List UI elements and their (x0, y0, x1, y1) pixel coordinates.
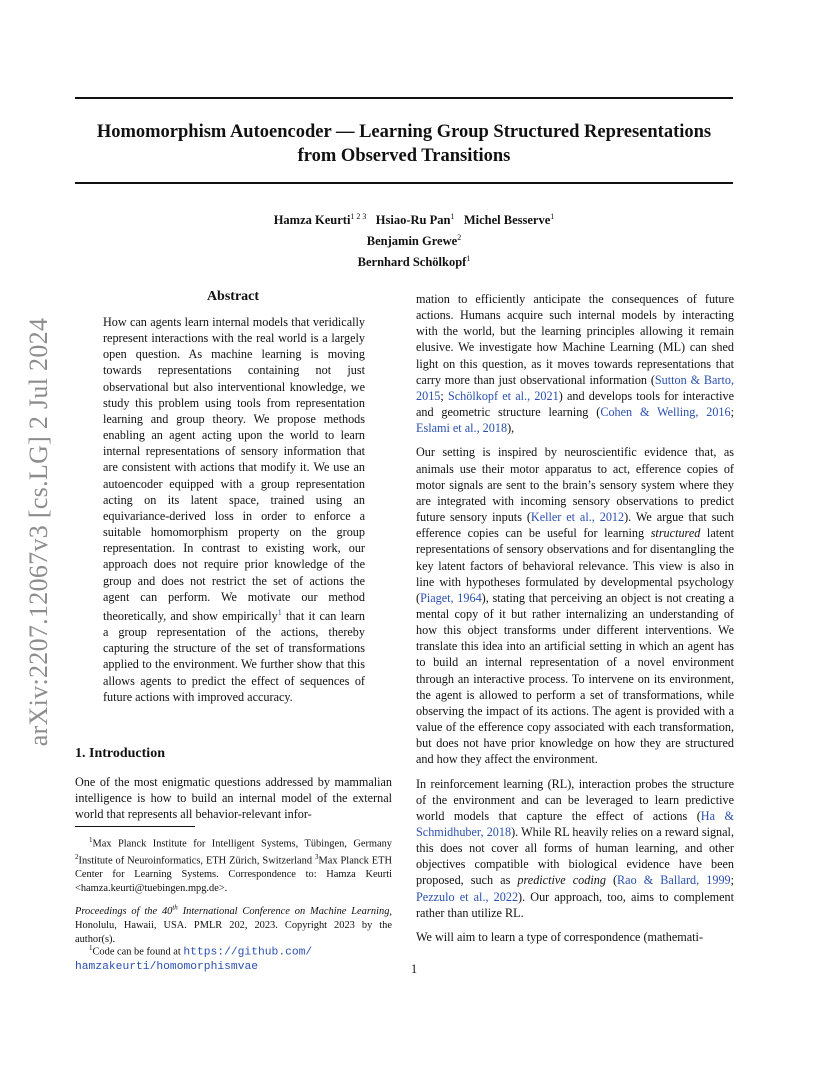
citation-link[interactable]: Sutton & Barto, 2015 (416, 372, 735, 403)
text: ). We argue that such efference copies can be useful for learning (416, 510, 734, 541)
author-name: Hsiao-Ru Pan (375, 213, 451, 228)
text: ). Our approach, too, aims to complement rather than utilize RL. (416, 889, 734, 920)
text: ; (440, 388, 448, 403)
text: ), stating that perceiving an object is not creating a mental copy of it but rather internalizing an understanding of how this object transforms under different interventions. We translate this idea into an artificial setting in which an agent has to build an internal representation of a novel environment through an interactive process. To intervene on its environment, the agent is allowed to perform a set of transformations, while observing the impact of its actions. The agent is provided with a value of the efference copy associated with each transformation, but does not have prior knowledge on how they are structured and how they affect the environment. (416, 590, 735, 767)
text: ). While RL heavily relies on a reward signal, this does not cover all forms of human learning, and other objectives compatible with biological evidence have been proposed, such as (416, 825, 734, 888)
intro-text: One of the most enigmatic questions addressed by mammalian intelligence is how to build an internal model of the external world that represents all behavior-relevant infor- (75, 775, 392, 822)
author-name: Hamza Keurti (273, 213, 351, 228)
abstract-body-end: that it can learn a group representation of the actions, thereby capturing the structure of the set of transformations applied to the environment. We further show that this allows agents to predict the effect of sequences of future actions with improved accuracy. (103, 608, 365, 704)
emphasis: structured (650, 526, 701, 541)
emphasis: predictive coding (517, 873, 606, 888)
citation-link[interactable]: Eslami et al., 2018 (416, 421, 508, 436)
text: mation to efficiently anticipate the consequences of future actions. Humans acquire such internal models by interacting with the world, but the learning principles allowing it remain elusive. We investigate how Machine Learning (ML) can shed light on this question, as it moves towards representations that carry more than just observational information ( (416, 292, 734, 387)
affiliation-1: Max Planck Institute for Intelligent Systems, Tübingen, Germany (92, 838, 392, 850)
text: ( (605, 873, 618, 888)
abstract-text (103, 314, 365, 705)
proceedings-italic: Proceedings of the 40 (75, 906, 173, 918)
text: Our setting is inspired by neuroscientific evidence that, as animals use their motor apparatus to act, efference copies of motor signals are sent to the brain’s sensory system where they are integrated with incoming sensory observations to predict future sensory inputs ( (416, 445, 734, 525)
text: ), (507, 421, 515, 436)
footnote-rule (75, 826, 195, 827)
proceedings-italic-2: International Conference on Machine Learning (177, 906, 390, 918)
right-column (416, 291, 734, 953)
code-footnote: $^1$Code can be found at https://github.com/ hamzakeurti/homomorphismvae (75, 944, 313, 974)
citation-link[interactable]: Pezzulo et al., 2022 (416, 889, 519, 904)
citation-link[interactable]: Keller et al., 2012 (530, 510, 625, 525)
text: In reinforcement learning (RL), interaction probes the structure of the environment and can be leveraged to learn predictive world models that capture the effect of actions ( (416, 776, 734, 823)
footnote-1-link[interactable]: 1 (277, 607, 282, 617)
code-footnote-text: Code can be found at (92, 946, 181, 958)
author-name: Benjamin Grewe (366, 234, 458, 249)
proceedings-rest: , Honolulu, Hawaii, USA. PMLR 202, 2023. Copyright 2023 by the author(s). (75, 906, 392, 945)
affiliation-footnote: $^1$Max Planck Institute for Intelligent Systems, Tübingen, Germany $^2$Institute of Neuroinformatics, ETH Zürich, Switzerland $^3$Max Planck ETH Center for Learning Systems. Correspondence to: Hamza Keurti <hamza.keurti@tuebingen.mpg.de>. (75, 836, 392, 894)
intro-paragraph (75, 774, 392, 822)
bottom-title-rule (75, 182, 733, 184)
author-affil: 1 (466, 254, 471, 264)
text: ; (730, 873, 735, 888)
proceedings-note (75, 902, 392, 946)
paper-title (75, 120, 733, 168)
citation-link[interactable]: Cohen & Welling, 2016 (600, 405, 731, 420)
top-rule (75, 97, 733, 99)
citation-link[interactable]: Ha & Schmidhuber, 2018 (416, 808, 734, 839)
right-paragraph (416, 291, 734, 436)
abstract-body: How can agents learn internal models that veridically represent interactions with the real world is a largely open question. As machine learning is moving towards representations containing not just observational but also interventional knowledge, we study this problem using tools from representation learning and group theory. We propose methods enabling an agent acting upon the world to learn internal representations of sensory information that are consistent with actions that modify it. We use an autoencoder equipped with a group representation acting on its latent space, trained using an equivariance-derived loss in order to enforce a suitable homomorphism property on the group representation. In contrast to existing work, our approach does not require prior knowledge of the group and does not restrict the set of actions the agent can perform. We motivate our method theoretically, and show empirically (103, 315, 365, 623)
citation-link[interactable]: Rao & Ballard, 1999 (617, 873, 731, 888)
abstract-heading: Abstract (206, 289, 260, 304)
author-name: Michel Besserve (463, 213, 551, 228)
right-paragraph (416, 776, 734, 921)
citation-link[interactable]: Schölkopf et al., 2021 (447, 388, 559, 403)
author-affil: 1 2 3 (350, 212, 367, 221)
proceedings-sup: th (172, 904, 178, 912)
text: ; (730, 405, 734, 420)
section-heading-introduction: 1. Introduction (75, 746, 165, 761)
page-number: 1 (410, 962, 418, 976)
affiliation-3: Max Planck ETH Center for Learning Systems. Correspondence to: Hamza Keurti <hamza.keurti@tuebingen.mpg.de>. (75, 855, 392, 894)
author-affil: 1 (550, 212, 555, 221)
code-link-line-2[interactable]: hamzakeurti/homomorphismvae (75, 961, 259, 974)
right-paragraph (416, 444, 734, 767)
author-block (0, 208, 828, 271)
text: latent representations of sensory observations and for disentangling the key latent factors of behavioral relevance. This view is also in line with hypotheses formulated by developmental psychology ( (416, 526, 735, 605)
right-paragraph: We will aim to learn a type of correspondence (mathemati- (416, 929, 704, 944)
title-line-2: from Observed Transitions (297, 146, 511, 166)
arxiv-side-stamp: arXiv:2207.12067v3 [cs.LG] 2 Jul 2024 (24, 317, 53, 747)
author-name: Bernhard Schölkopf (357, 255, 467, 270)
text: ) and develops tools for interactive and geometric structure learning ( (416, 388, 735, 420)
title-line-1: Homomorphism Autoencoder — Learning Group Structured Representations (96, 122, 712, 142)
affiliation-2: Institute of Neuroinformatics, ETH Zürich, Switzerland (78, 855, 313, 867)
author-affil: 1 (450, 212, 455, 221)
code-link-line-1[interactable]: https://github.com/ (183, 946, 313, 959)
author-affil: 2 (457, 233, 462, 243)
citation-link[interactable]: Piaget, 1964 (420, 590, 482, 605)
